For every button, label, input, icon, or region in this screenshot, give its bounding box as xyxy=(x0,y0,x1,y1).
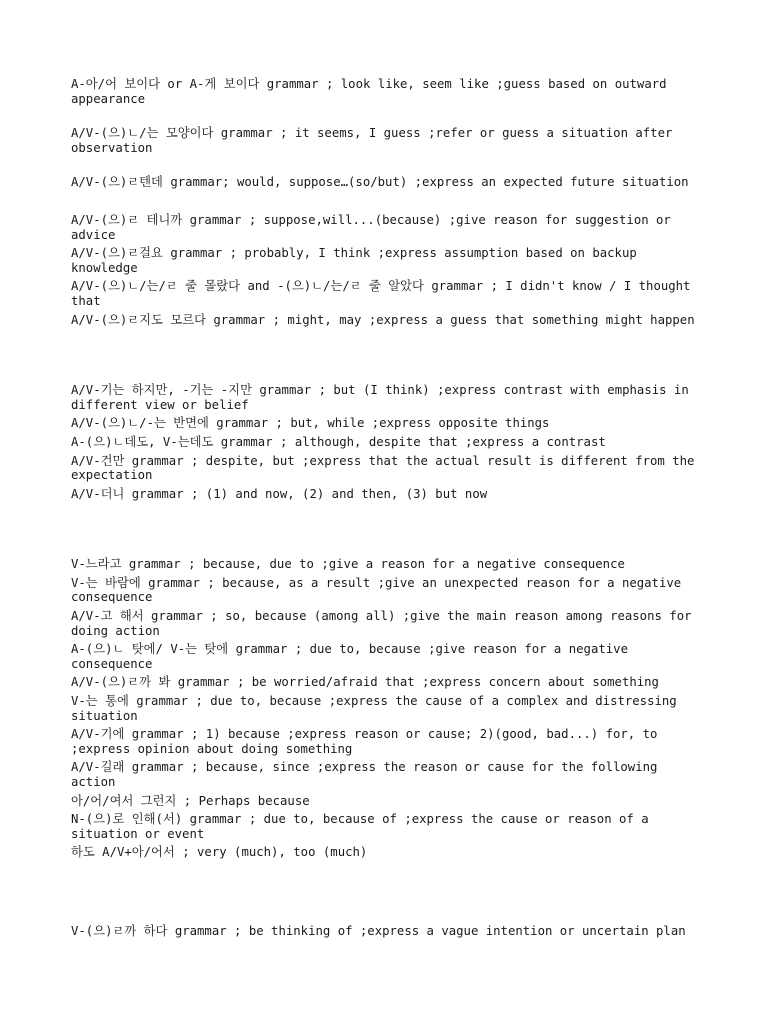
grammar-entry: A/V-(으)ㄹ 테니까 grammar ; suppose,will...(because) ;give reason for suggestion or advice xyxy=(71,212,671,242)
grammar-entry: A/V-(으)ㄴ/는 모양이다 grammar ; it seems, I guess ;refer or guess a situation after observation xyxy=(71,126,673,155)
grammar-entry: A/V-(으)ㄹ지도 모르다 grammar ; might, may ;express a guess that something might happen xyxy=(71,312,695,327)
grammar-entry: V-느라고 grammar ; because, due to ;give a reason for a negative consequence xyxy=(71,557,625,572)
section-guess xyxy=(71,77,702,327)
section-reason xyxy=(71,557,702,860)
grammar-entry: A/V-(으)ㄹ까 봐 grammar ; be worried/afraid that ;express concern about something xyxy=(71,675,659,690)
grammar-entry: A/V-길래 grammar ; because, since ;express the reason or cause for the following action xyxy=(71,760,658,789)
grammar-entry: A/V-건만 grammar ; despite, but ;express that the actual result is different from the expectation xyxy=(71,453,695,483)
grammar-entry: V-는 통에 grammar ; due to, because ;express the cause of a complex and distressing situation xyxy=(71,694,677,723)
grammar-entry: A/V-기에 grammar ; 1) because ;express reason or cause; 2)(good, bad...) for, to ;express opinion about doing something xyxy=(71,727,658,756)
grammar-entry: A/V-기는 하지만, -기는 -지만 grammar ; but (I think) ;express contrast with emphasis in different view or belief xyxy=(71,383,689,412)
grammar-entry: N-(으)로 인해(서) grammar ; due to, because of ;express the cause or reason of a situation or event xyxy=(71,812,649,841)
section-intention xyxy=(71,924,702,939)
grammar-entry: A-아/어 보이다 or A-게 보이다 grammar ; look like, seem like ;guess based on outward appearance xyxy=(71,77,667,106)
grammar-entry: A/V-고 해서 grammar ; so, because (among all) ;give the main reason among reasons for doing action xyxy=(71,609,692,638)
grammar-entry: A-(으)ㄴ 탓에/ V-는 탓에 grammar ; due to, because ;give reason for a negative consequence xyxy=(71,642,628,671)
grammar-entry: 아/어/여서 그런지 ; Perhaps because xyxy=(71,793,310,808)
grammar-entry: A/V-(으)ㄴ/는/ㄹ 줄 몰랐다 and -(으)ㄴ/는/ㄹ 줄 알았다 grammar ; I didn't know / I thought that xyxy=(71,279,691,308)
grammar-entry: V-는 바람에 grammar ; because, as a result ;give an unexpected reason for a negative consequence xyxy=(71,575,682,605)
grammar-entry: A-(으)ㄴ데도, V-는데도 grammar ; although, despite that ;express a contrast xyxy=(71,434,606,449)
grammar-entry: 하도 A/V+아/어서 ; very (much), too (much) xyxy=(71,845,368,860)
grammar-entry: A/V-(으)ㄴ/-는 반면에 grammar ; but, while ;express opposite things xyxy=(71,416,550,431)
grammar-entry: A/V-(으)ㄹ걸요 grammar ; probably, I think ;express assumption based on backup knowledge xyxy=(71,246,637,275)
grammar-entry: V-(으)ㄹ까 하다 grammar ; be thinking of ;express a vague intention or uncertain plan xyxy=(71,923,686,938)
grammar-entry: A/V-더니 grammar ; (1) and now, (2) and then, (3) but now xyxy=(71,486,488,501)
section-contrast xyxy=(71,383,702,501)
grammar-entry: A/V-(으)ㄹ텐데 grammar; would, suppose…(so/but) ;express an expected future situation xyxy=(71,175,689,190)
